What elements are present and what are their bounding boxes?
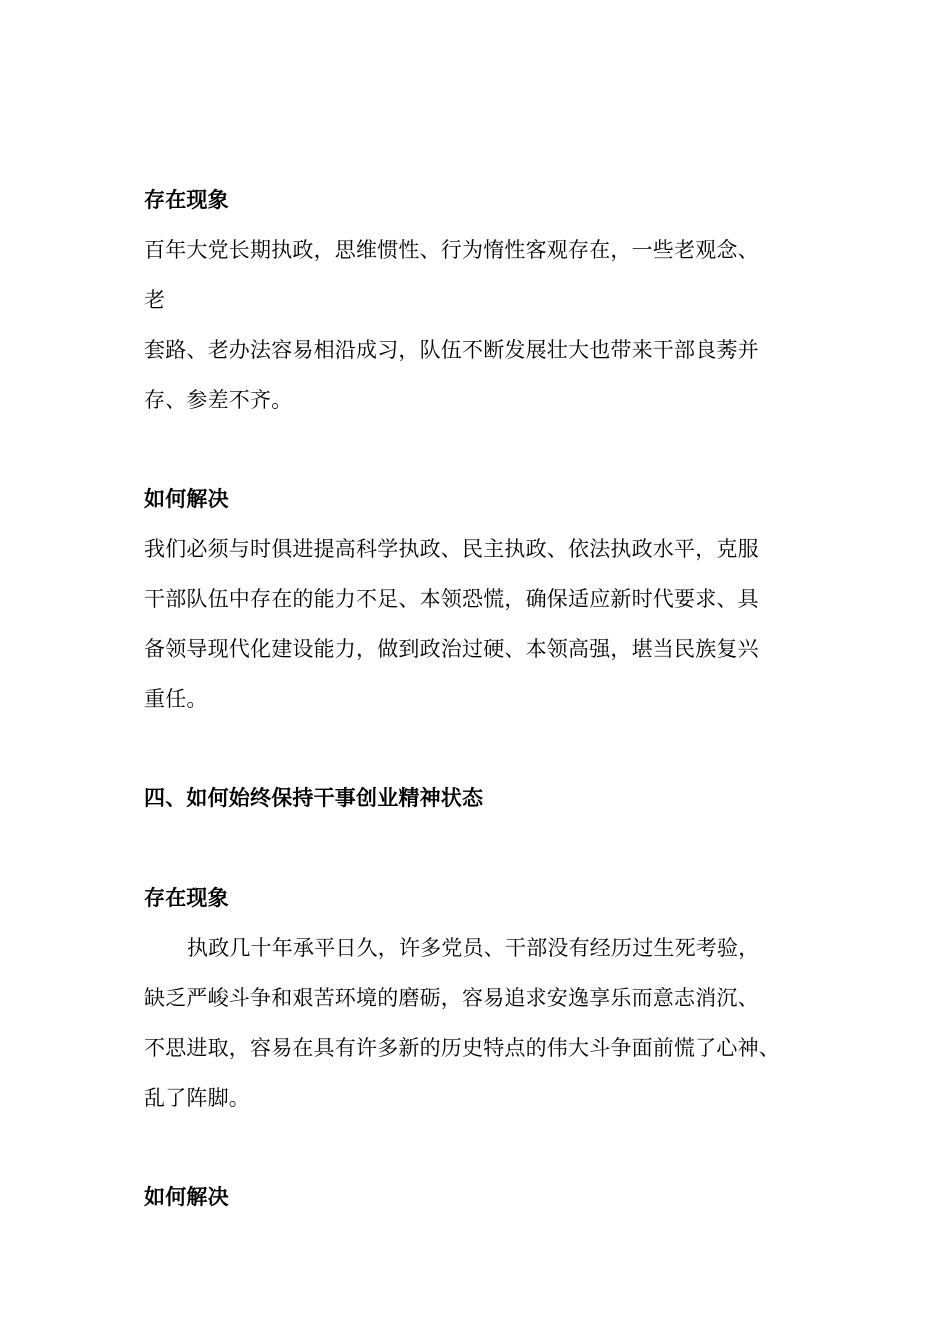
section3-solution-line-2: 干部队伍中存在的能力不足、本领恐慌，确保适应新时代要求、具	[144, 587, 759, 611]
section4-solution-heading: 如何解决	[144, 1185, 229, 1209]
section3-solution-heading: 如何解决	[144, 487, 229, 511]
section4-title: 四、如何始终保持干事创业精神状态	[144, 786, 484, 810]
section4-phenomenon-line-1: 执政几十年承平日久，许多党员、干部没有经历过生死考验，	[187, 936, 760, 960]
section4-phenomenon-heading: 存在现象	[144, 886, 229, 910]
section4-phenomenon-line-3: 不思进取，容易在具有许多新的历史特点的伟大斗争面前慌了心神、	[144, 1036, 780, 1060]
section3-phenomenon-line-4: 存、参差不齐。	[144, 388, 293, 412]
section3-phenomenon-line-1: 百年大党长期执政，思维惯性、行为惰性客观存在，一些老观念、	[144, 238, 759, 262]
section3-solution-line-4: 重任。	[144, 687, 208, 711]
section4-phenomenon-line-2: 缺乏严峻斗争和艰苦环境的磨砺，容易追求安逸享乐而意志消沉、	[144, 986, 759, 1010]
section3-solution-line-3: 备领导现代化建设能力，做到政治过硬、本领高强，堪当民族复兴	[144, 637, 759, 661]
section3-phenomenon-heading: 存在现象	[144, 188, 229, 212]
section4-phenomenon-line-4: 乱了阵脚。	[144, 1086, 250, 1110]
section3-solution-line-1: 我们必须与时俱进提高科学执政、民主执政、依法执政水平，克服	[144, 537, 759, 561]
section3-phenomenon-line-3: 套路、老办法容易相沿成习，队伍不断发展壮大也带来干部良莠并	[144, 338, 759, 362]
section3-phenomenon-line-2: 老	[144, 288, 166, 312]
